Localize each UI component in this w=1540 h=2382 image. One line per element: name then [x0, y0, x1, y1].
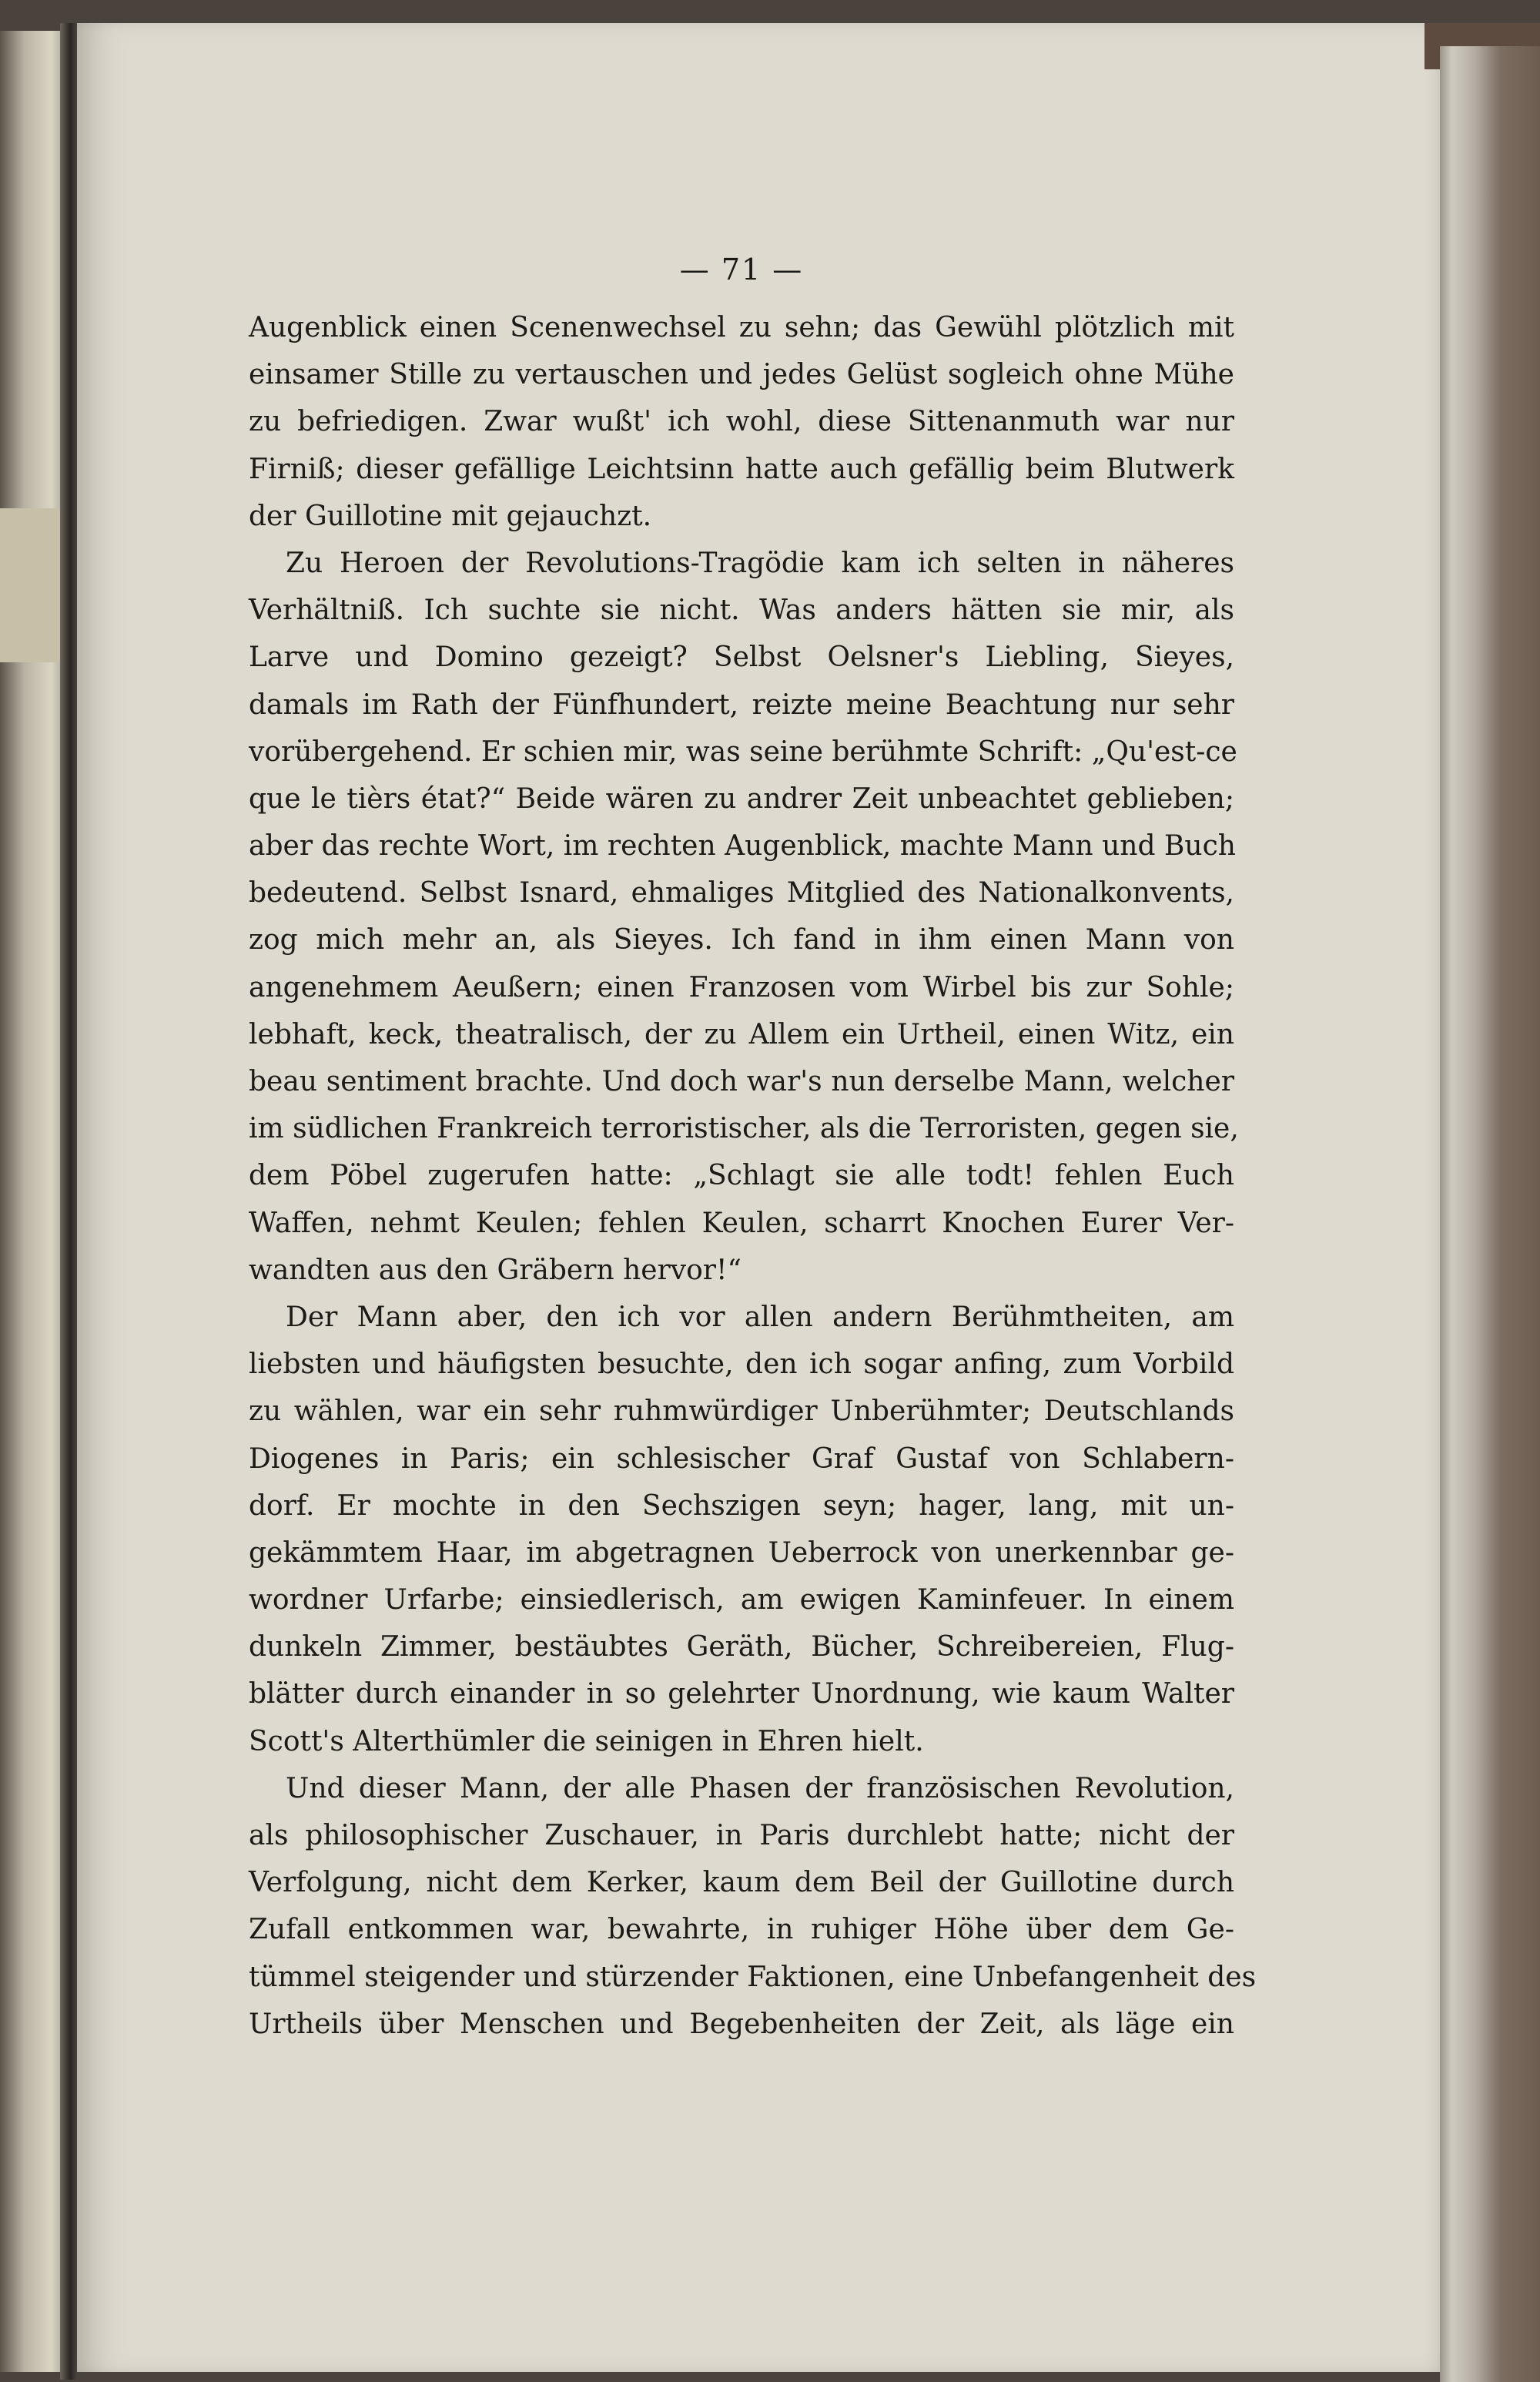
text-line: Waffen, nehmt Keulen; fehlen Keulen, scharrt Knochen Eurer Ver-	[249, 1207, 1234, 1239]
text-line: lebhaft, keck, theatralisch, der zu Allem ein Urtheil, einen Witz, ein	[249, 1018, 1234, 1050]
text-line: angenehmem Aeußern; einen Franzosen vom Wirbel bis zur Sohle;	[249, 971, 1234, 1003]
text-line: wordner Urfarbe; einsiedlerisch, am ewigen Kaminfeuer. In einem	[249, 1584, 1234, 1616]
text-line: zog mich mehr an, als Sieyes. Ich fand in ihm einen Mann von	[249, 924, 1234, 956]
book-gutter	[60, 23, 77, 2380]
text-line: que le tièrs état?“ Beide wären zu andrer Zeit unbeachtet geblieben;	[249, 782, 1234, 815]
text-line: Larve und Domino gezeigt? Selbst Oelsner's Liebling, Sieyes,	[249, 642, 1234, 674]
text-line: aber das rechte Wort, im rechten Augenblick, machte Mann und Buch	[249, 830, 1236, 863]
text-line: einsamer Stille zu vertauschen und jedes Gelüst sogleich ohne Mühe	[249, 359, 1234, 391]
text-line: Und dieser Mann, der alle Phasen der französischen Revolution,	[286, 1772, 1234, 1804]
text-line: tümmel steigender und stürzender Faktionen, eine Unbefangenheit des	[249, 1961, 1257, 1993]
page-text-block	[249, 239, 1257, 2048]
text-line: dorf. Er mochte in den Sechszigen seyn; hager, lang, mit un-	[249, 1489, 1234, 1522]
text-line: Firniß; dieser gefällige Leichtsinn hatte auch gefällig beim Blutwerk	[249, 453, 1234, 485]
text-line: Verhältniß. Ich suchte sie nicht. Was anders hätten sie mir, als	[249, 595, 1234, 627]
text-line: damals im Rath der Fünfhundert, reizte meine Beachtung nur sehr	[249, 688, 1234, 721]
text-line: Augenblick einen Scenenwechsel zu sehn; das Gewühl plötzlich mit	[249, 312, 1234, 343]
text-line: zu wählen, war ein sehr ruhmwürdiger Unberühmter; Deutschlands	[249, 1395, 1234, 1428]
text-line: als philosophischer Zuschauer, in Paris durchlebt hatte; nicht der	[249, 1820, 1234, 1851]
text-line: Urtheils über Menschen und Begebenheiten der Zeit, als läge ein	[249, 2008, 1234, 2040]
text-line: Zu Heroen der Revolutions-Tragödie kam ich selten in näheres	[286, 547, 1234, 579]
text-line: dunkeln Zimmer, bestäubtes Geräth, Bücher, Schreibereien, Flug-	[249, 1631, 1234, 1663]
text-line: bedeutend. Selbst Isnard, ehmaliges Mitglied des Nationalkonvents,	[249, 877, 1234, 910]
text-line: blätter durch einander in so gelehrter Unordnung, wie kaum Walter	[249, 1678, 1234, 1710]
page-number: — 71 —	[679, 253, 804, 286]
paper-slip	[0, 508, 62, 662]
text-line: gekämmtem Haar, im abgetragnen Ueberrock von unerkennbar ge-	[249, 1536, 1234, 1569]
book-cover-edge	[1440, 46, 1540, 2382]
text-line: der Guillotine mit gejauchzt.	[249, 500, 652, 532]
text-line: liebsten und häufigsten besuchte, den ich sogar anfing, zum Vorbild	[249, 1348, 1234, 1381]
text-line: zu befriedigen. Zwar wußt' ich wohl, diese Sittenanmuth war nur	[249, 406, 1234, 438]
text-line: vorübergehend. Er schien mir, was seine berühmte Schrift: „Qu'est-ce	[249, 735, 1237, 768]
left-page-edge	[0, 31, 60, 2372]
text-lines	[249, 304, 1257, 2048]
text-line: Verfolgung, nicht dem Kerker, kaum dem Beil der Guillotine durch	[249, 1867, 1234, 1899]
text-line: beau sentiment brachte. Und doch war's nun derselbe Mann, welcher	[249, 1066, 1234, 1097]
text-line: Scott's Alterthümler die seinigen in Ehren hielt.	[249, 1725, 924, 1757]
text-line: dem Pöbel zugerufen hatte: „Schlagt sie alle todt! fehlen Euch	[249, 1160, 1234, 1192]
text-line: im südlichen Frankreich terroristischer, als die Terroristen, gegen sie,	[249, 1113, 1239, 1145]
text-line: Diogenes in Paris; ein schlesischer Graf Gustaf von Schlabern-	[249, 1442, 1234, 1475]
text-line: Zufall entkommen war, bewahrte, in ruhiger Höhe über dem Ge-	[249, 1914, 1234, 1946]
text-line: Der Mann aber, den ich vor allen andern Berühmtheiten, am	[286, 1301, 1234, 1333]
text-line: wandten aus den Gräbern hervor!“	[249, 1254, 742, 1286]
